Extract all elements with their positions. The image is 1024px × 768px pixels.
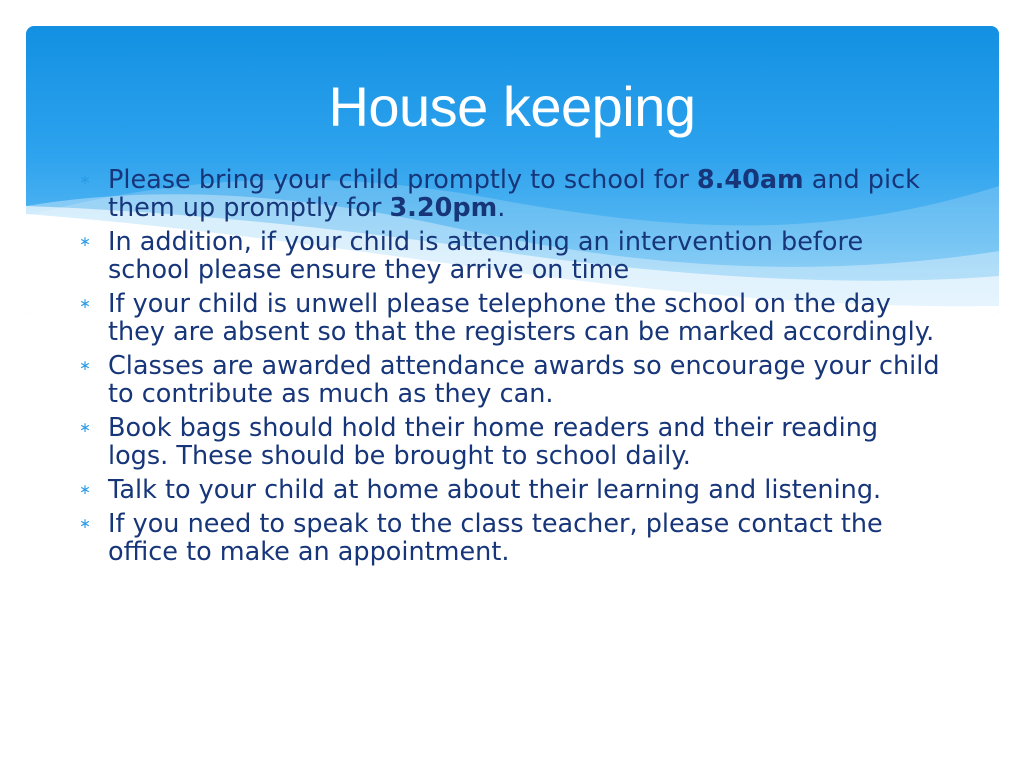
text-run: . (497, 193, 506, 223)
bullet-item (76, 228, 946, 284)
slide-title: House keeping (328, 75, 696, 138)
bullet-text (108, 413, 878, 471)
bullet-text (108, 289, 934, 347)
asterisk-bullet-icon: ∗ (79, 482, 91, 498)
asterisk-bullet-icon: ∗ (79, 172, 91, 188)
bullet-text (108, 509, 883, 567)
bullet-text (108, 475, 881, 505)
bold-time: 3.20pm (389, 193, 498, 223)
bullet-item (76, 414, 946, 470)
asterisk-bullet-icon: ∗ (79, 234, 91, 250)
bullet-item (76, 476, 946, 504)
text-run: Talk to your child at home about their learning and listening. (108, 475, 882, 505)
bullet-text (108, 351, 940, 409)
asterisk-bullet-icon: ∗ (79, 420, 91, 436)
text-run: If you need to speak to the class teacher, please contact the office to make an appointment. (108, 509, 883, 567)
asterisk-bullet-icon: ∗ (79, 358, 91, 374)
bold-time: 8.40am (696, 165, 804, 195)
bullet-item (76, 510, 946, 566)
text-run: Classes are awarded attendance awards so encourage your child to contribute as much as they can. (108, 351, 940, 409)
bullet-text (108, 227, 863, 285)
asterisk-bullet-icon: ∗ (79, 516, 91, 532)
asterisk-bullet-icon: ∗ (79, 296, 91, 312)
text-run: Please bring your child promptly to school for (108, 165, 697, 195)
bullet-item (76, 166, 946, 222)
text-run: Book bags should hold their home readers and their reading logs. These should be brought to school daily. (108, 413, 879, 471)
bullet-list (76, 166, 946, 572)
text-run: If your child is unwell please telephone the school on the day they are absent so that the registers can be marked accordingly. (108, 289, 935, 347)
bullet-text (108, 165, 920, 223)
bullet-item (76, 290, 946, 346)
text-run: and pick them up promptly for (108, 165, 920, 223)
bullet-item (76, 352, 946, 408)
text-run: In addition, if your child is attending an intervention before school please ensure they arrive on time (108, 227, 864, 285)
